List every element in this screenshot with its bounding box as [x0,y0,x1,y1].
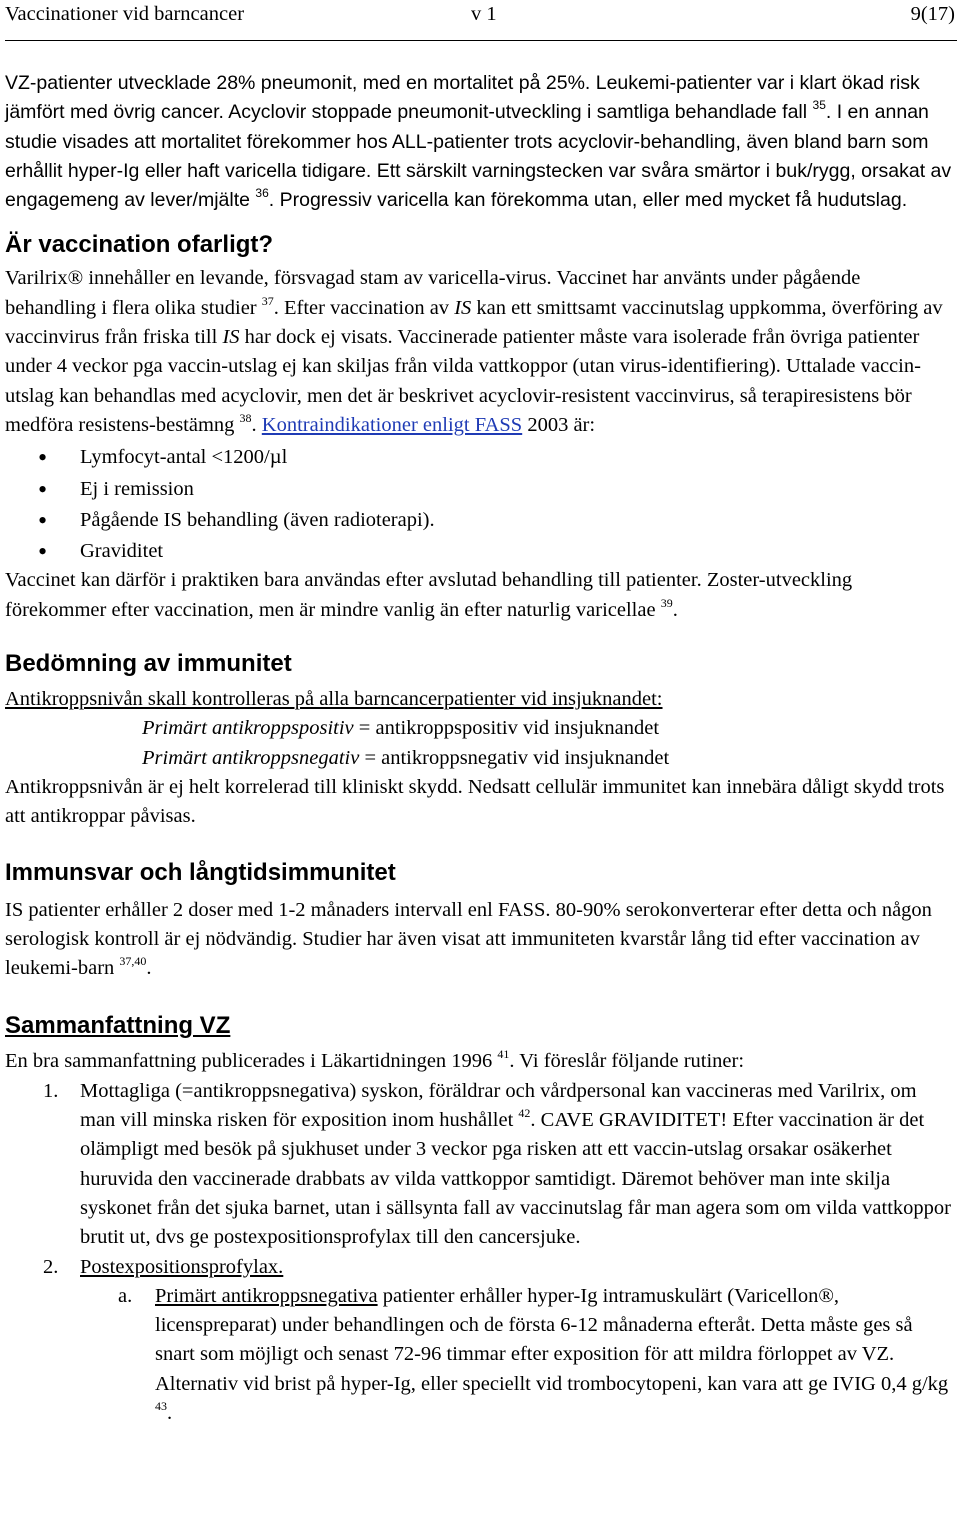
header-page-number: 9(17) [910,3,955,25]
ref-38: 38 [239,410,252,425]
ref-39: 39 [660,595,673,610]
list-item: 1. Mottagliga (=antikroppsnegativa) syskon, föräldrar och vårdpersonal kan vaccineras med Varilrix, om man vill minska risken för exposition inom hushållet $^{42}$. CAVE GRAVIDITET! Efter vaccination är det olämpligt med besök på sjukhuset under 3 veckor pga risken att ett vaccin-utslag orsakar osäkerhet huruvida den vaccinerade drabbats av vilda vattkoppor samtidigt. Däremot behöver man inte skilja syskonet från det sjuka barnet, utan i sällsynta fall av vaccinutslag får man agera som om vilda vattkoppor brutit ut, dvs ge postexpositionsprofylax till den cancersjuke. [43,1079,951,1249]
ref-36: 36 [255,186,269,201]
list-item: 2. Postexpositionsprofylax. [43,1255,284,1278]
definition-positive: Primärt antikroppspositiv = antikroppspositiv vid insjuknandet [142,717,660,740]
header-rule [5,40,957,41]
list-item: • Ej i remission [5,475,955,504]
heading-vaccination-safety: Är vaccination ofarligt? [5,231,274,259]
header-version: v 1 [471,3,497,25]
prophylaxis-sublist [5,1282,955,1428]
heading-long-term-immunity: Immunsvar och långtidsimmunitet [5,858,396,886]
page-header [5,0,955,29]
definition-negative: Primärt antikroppsnegativ = antikroppsnegativ vid insjuknandet [142,746,670,769]
ref-42: 42 [518,1106,531,1121]
ref-41: 41 [497,1047,510,1062]
ref-37: 37 [261,293,274,308]
list-item: a. Primärt antikroppsnegativa patienter erhåller hyper-Ig intramuskulärt (Varicellon®, licenspreparat) under behandlingen och de första 6-12 månaderna efteråt. Detta måste ges så snart som möjligt och senast 72-96 timmar efter exposition för att mildra förloppet av VZ. Alternativ vid brist på hyper-Ig, eller speciellt vid trombocytopeni, kan vara att ge IVIG 0,4 g/kg $^{43}$. [118,1284,949,1424]
routine-list [5,1077,955,1282]
list-item: • Lymfocyt-antal <1200/µl [5,443,955,472]
zoster-paragraph: Vaccinet kan därför i praktiken bara användas efter avslutad behandling till patienter. Zoster-utveckling förekommer efter vaccination, men är mindre vanlig än efter naturlig varicellae $^{39}$. [5,569,853,621]
safety-paragraph: Varilrix® innehåller en levande, försvagad stam av varicella-virus. Vaccinet har använts under pågående behandling i flera olika studier $^{37}$. Efter vaccination av IS kan ett smittsamt vaccinutslag uppkomma, överföring av vaccinvirus från friska till IS har dock ej visats. Vaccinerade patienter måste vara isolerade från övriga patienter under 4 veckor pga vaccin-utslag ej kan skiljas från vilda vattkoppor (utan virus-identifiering). Uttalade vaccin-utslag kan behandlas med acyclovir, men det är beskrivet acyclovir-resistent vaccinvirus, så terapiresistens bör medföra resistens-bestämng $^{38}$. Kontraindikationer enligt FASS 2003 är: [5,267,943,436]
ref-37-40: 37,40 [119,954,147,969]
immunity-paragraph: IS patienter erhåller 2 doser med 1-2 månaders intervall enl FASS. 80-90% serokonverterar efter detta och någon serologisk kontroll är ej nödvändig. Studier har även visat att immuniteten kvarstår lång tid efter vaccination av leukemi-barn $^{37,40}$. [5,898,932,980]
ref-35: 35 [812,98,826,113]
fass-contraindications-link[interactable]: Kontraindikationer enligt FASS [261,413,523,436]
list-item: • Pågående IS behandling (även radioterapi). [5,506,955,535]
summary-lead: En bra sammanfattning publicerades i Läkartidningen 1996 $^{41}$. Vi föreslår följande rutiner: [5,1047,745,1073]
contraindication-list [5,443,955,566]
heading-immunity-assessment: Bedömning av immunitet [5,650,292,678]
header-title: Vaccinationer vid barncancer [5,3,245,25]
document-page [5,0,955,1428]
list-item: • Graviditet [5,537,955,566]
heading-summary-vz: Sammanfattning VZ [5,1012,231,1040]
assessment-paragraph: Antikroppsnivån är ej helt korrelerad till kliniskt skydd. Nedsatt cellulär immunitet kan innebära dåligt skydd trots att antikroppar påvisas. [5,775,945,828]
assessment-lead: Antikroppsnivån skall kontrolleras på alla barncancerpatienter vid insjuknandet: [5,688,663,711]
ref-43: 43 [155,1398,167,1413]
intro-paragraph: VZ-patienter utvecklade 28% pneumonit, med en mortalitet på 25%. Leukemi-patienter var i klart ökad risk jämfört med övrig cancer. Acyclovir stoppade pneumonit-utveckling i samtliga behandlade fall $^{35}$. I en annan studie visades att mortalitet förekommer hos ALL-patienter trots acyclovir-behandling, även bland barn som erhållit hyper-Ig eller haft varicella tidigare. Ett särskilt varningstecken var svåra smärtor i buk/rygg, orsakat av engagemeng av lever/mjälte $^{36}$. Progressiv varicella kan förekomma utan, eller med mycket få hudutslag. [5,72,952,212]
